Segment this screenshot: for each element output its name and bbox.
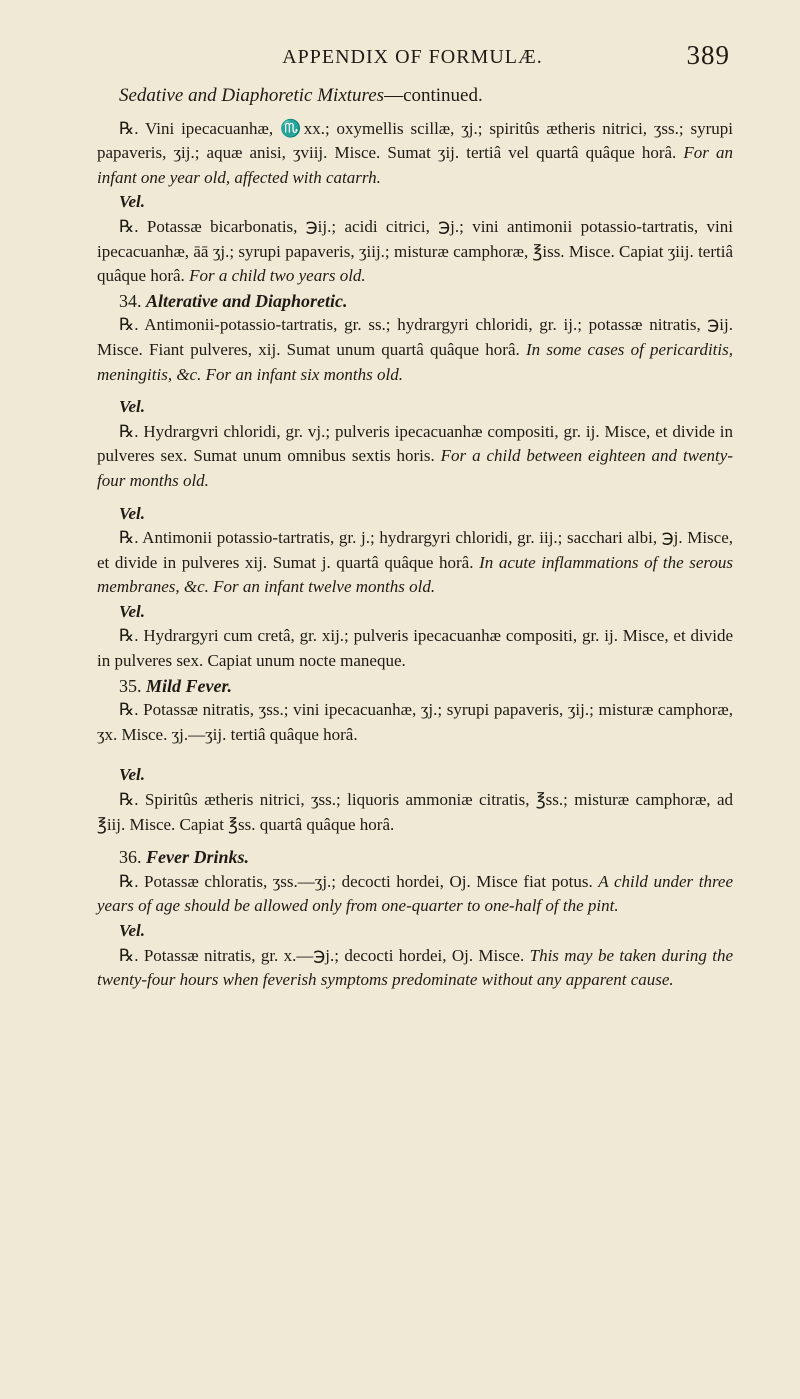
section-number: 35.: [119, 675, 142, 696]
prescription-note: In some cases of pericarditis, meningitis, &c. For an infant six months old.: [97, 339, 733, 384]
prescription-note: A child under three years of age should be allowed only from one-quarter to one-half of the pint.: [97, 871, 734, 916]
prescription-text: ℞. Antimonii potassio-tartratis, gr. j.; hydrargyri chloridi, gr. iij.; sacchari albi, ℈j. Misce, et divide in pulveres xij. Sumat j. quartâ quâque horâ.: [97, 528, 733, 572]
prescription: [97, 788, 733, 837]
page-number: 389: [686, 40, 730, 70]
page-body: [97, 84, 733, 993]
vel-label: Vel.: [119, 601, 145, 621]
prescription-text: ℞. Antimonii-potassio-tartratis, gr. ss.; hydrargyri chloridi, gr. ij.; potassæ nitratis, ℈ij. Misce. Fiant pulveres, xij. Sumat unum quartâ quâque horâ.: [97, 315, 733, 359]
continued-heading-title: Sedative and Diaphoretic Mixtures: [119, 85, 385, 106]
section-heading: [97, 674, 733, 699]
section-title: Mild Fever.: [146, 675, 232, 696]
running-title: APPENDIX OF FORMULÆ.: [282, 46, 543, 68]
prescription-note: For an infant one year old, affected with catarrh.: [97, 143, 733, 187]
vel-label: Vel.: [119, 921, 145, 940]
prescription-note: For a child between eighteen and twenty-four months old.: [97, 446, 733, 490]
prescription-note: For a child two years old.: [189, 266, 366, 286]
prescription-note: In acute inflammations of the serous membranes, &c. For an infant twelve months old.: [97, 552, 734, 597]
prescription-text: ℞. Vini ipecacuanhæ, ♏xx.; oxymellis scillæ, ʒj.; spiritûs ætheris nitrici, ʒss.; syrupi papaveris, ʒij.; aquæ anisi, ʒviij. Misce. Sumat ʒij. tertiâ vel quartâ quâque horâ.: [97, 118, 733, 163]
section-title: Fever Drinks.: [146, 847, 249, 868]
prescription: [97, 624, 733, 673]
prescription-text: ℞. Potassæ chloratis, ʒss.—ʒj.; decocti hordei, Oj. Misce fiat potus.: [119, 871, 593, 891]
prescription: [97, 526, 733, 600]
prescription: [97, 215, 733, 289]
prescription: [97, 870, 733, 919]
prescription-text: ℞. Hydrargyri cum cretâ, gr. xij.; pulveris ipecacuanhæ compositi, gr. ij. Misce, et divide in pulveres sex. Capiat unum nocte maneque.: [97, 626, 733, 671]
continued-heading: [97, 84, 733, 109]
section-title: Alterative and Diaphoretic.: [146, 290, 348, 311]
section-number: 36.: [119, 847, 142, 868]
prescription-text: ℞. Potassæ nitratis, ʒss.; vini ipecacuanhæ, ʒj.; syrupi papaveris, ʒij.; misturæ camphoræ, ʒx. Misce. ʒj.—ʒij. tertiâ quâque horâ.: [97, 700, 733, 744]
vel-label: Vel.: [119, 192, 145, 212]
prescription: [97, 313, 733, 387]
prescription: [97, 944, 733, 993]
vel-label: Vel.: [119, 503, 145, 523]
section-heading: [97, 845, 733, 870]
running-header: [95, 40, 730, 72]
prescription: [97, 420, 733, 494]
prescription-text: ℞. Hydrargvri chloridi, gr. vj.; pulveris ipecacuanhæ compositi, gr. ij. Misce, et divide in pulveres sex. Sumat unum omnibus sextis horis.: [97, 421, 733, 466]
continued-heading-suffix: —continued.: [384, 85, 483, 106]
prescription: [97, 117, 733, 191]
prescription-text: ℞. Potassæ nitratis, gr. x.—℈j.; decocti hordei, Oj. Misce.: [119, 945, 525, 965]
prescription-text: ℞. Potassæ bicarbonatis, ℈ij.; acidi citrici, ℈j.; vini antimonii potassio-tartratis, vini ipecacuanhæ, āā ʒj.; syrupi papaveris, ʒiij.; misturæ camphoræ, ℥iss. Misce. Capiat ʒiij. tertiâ quâque horâ.: [97, 216, 733, 286]
section-number: 34.: [119, 290, 142, 311]
prescription-note: This may be taken during the twenty-four hours when feverish symptoms predominate without any apparent cause.: [97, 945, 733, 990]
section-heading: [97, 289, 733, 314]
vel-label: Vel.: [119, 765, 145, 785]
vel-label: Vel.: [119, 397, 145, 417]
prescription-text: ℞. Spiritûs ætheris nitrici, ʒss.; liquoris ammoniæ citratis, ℥ss.; misturæ camphoræ, ad ℥iij. Misce. Capiat ℥ss. quartâ quâque horâ.: [97, 790, 733, 834]
prescription: [97, 698, 733, 747]
